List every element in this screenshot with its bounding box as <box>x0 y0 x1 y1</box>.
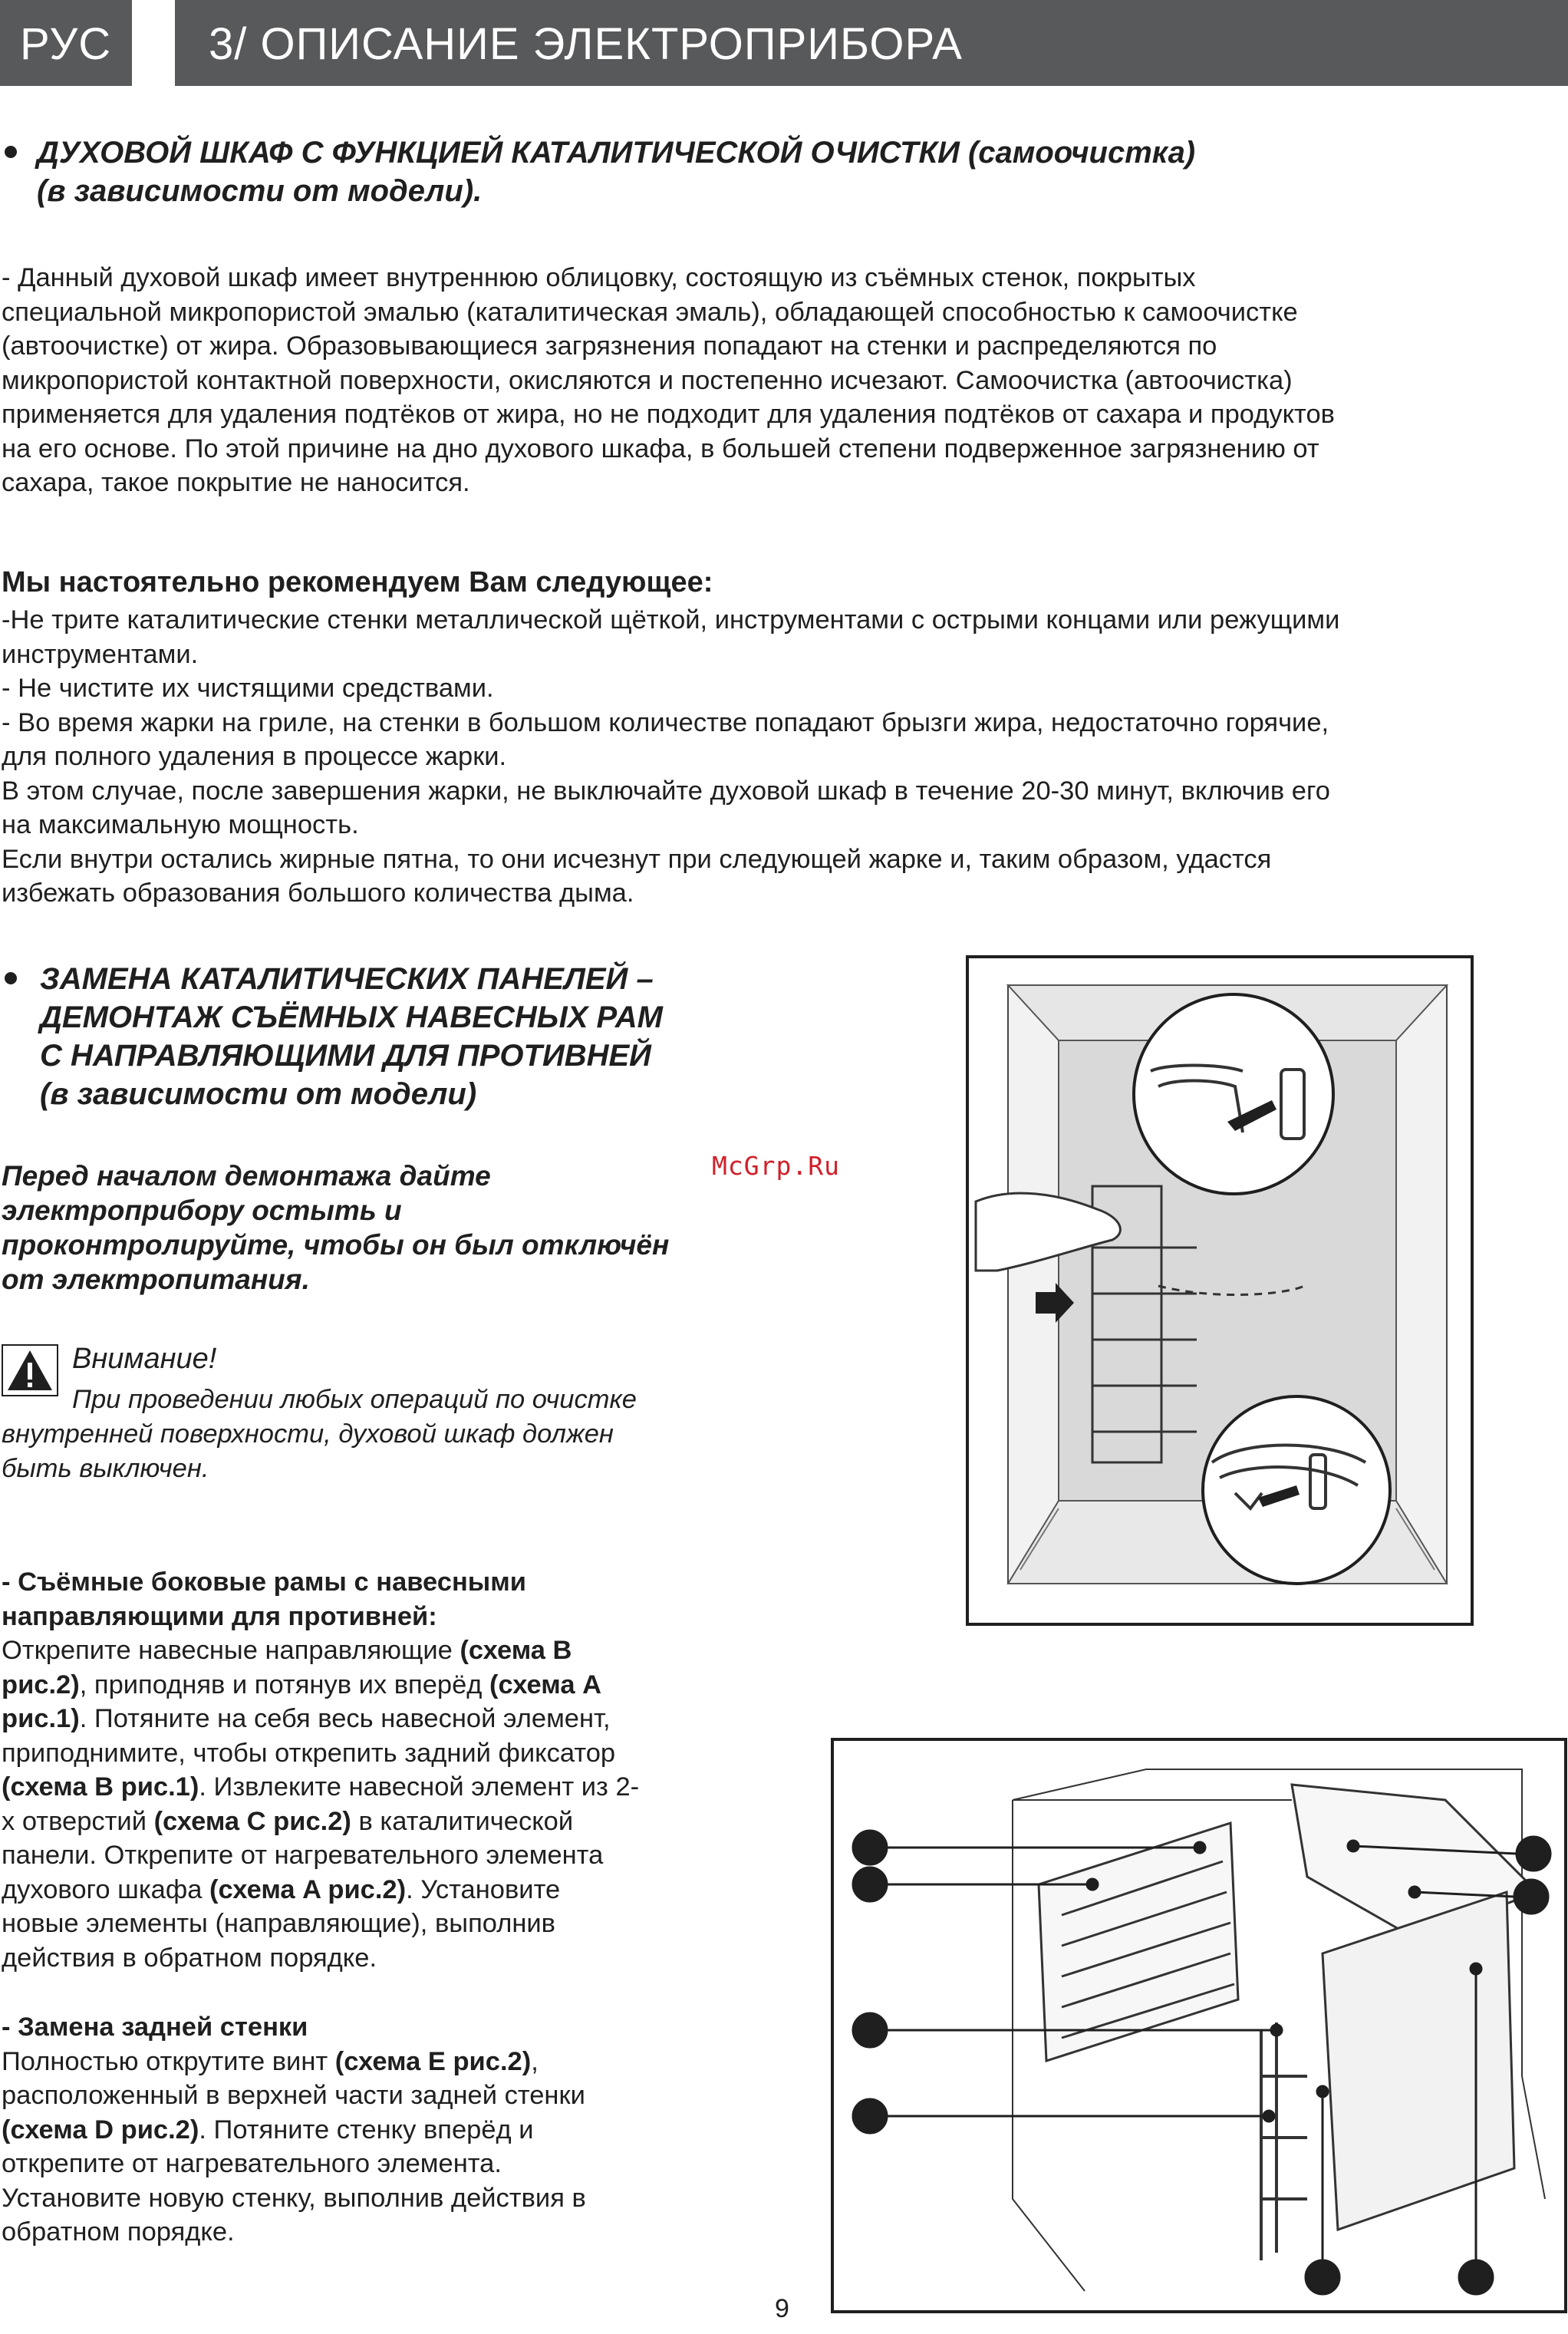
frames-paragraph <box>2 1565 769 1975</box>
warning-line-2: внутренней поверхности, духовой шкаф должен <box>2 1419 614 1449</box>
recommend-line: избежать образования большого количества дыма. <box>2 879 634 908</box>
note-line: Перед началом демонтажа дайте <box>2 1160 491 1192</box>
recommend-line: - Не чистите их чистящими средствами. <box>2 674 494 703</box>
paragraph-line: микропористой контактной поверхности, окисляются и постепенно исчезают. Самоочистка (автоочистка) <box>2 365 1293 395</box>
frames-line: новые элементы (направляющие), выполнив <box>2 1909 555 1938</box>
section2-title-line: ДЕМОНТАЖ СЪЁМНЫХ НАВЕСНЫХ РАМ <box>40 1001 663 1034</box>
warning-icon <box>2 1344 58 1396</box>
frames-line: приподнимите, чтобы открепить задний фиксатор <box>2 1738 616 1768</box>
section2-title-line: (в зависимости от модели) <box>40 1077 477 1111</box>
rear-line: обратном порядке. <box>2 2217 235 2247</box>
frames-heading: направляющими для противней: <box>2 1601 437 1631</box>
frames-heading: - Съёмные боковые рамы с навесными <box>2 1568 526 1597</box>
recommend-line: В этом случае, после завершения жарки, не выключайте духовой шкаф в течение 20-30 минут, включив его <box>2 776 1330 806</box>
section1-paragraph <box>2 261 1566 500</box>
rear-line: (схема D рис.2). Потяните стенку вперёд и <box>2 2115 534 2144</box>
frames-line: рис.1). Потяните на себя весь навесной элемент, <box>2 1704 611 1733</box>
warning-title: Внимание! <box>72 1343 217 1375</box>
recommend-line: -Не трите каталитические стенки металлической щёткой, инструментами с острыми концами или режущими <box>2 605 1340 635</box>
frames-line: х отверстий (схема C рис.2) в каталитической <box>2 1806 574 1836</box>
note-line: проконтролируйте, чтобы он был отключён <box>2 1229 670 1261</box>
page-number: 9 <box>775 2294 789 2323</box>
section1-title-suffix: (самоочистка) <box>959 136 1196 170</box>
section2-title-line: С НАПРАВЛЯЮЩИМИ ДЛЯ ПРОТИВНЕЙ <box>40 1039 651 1073</box>
paragraph-line: на его основе. По этой причине на дно духового шкафа, в большей степени подверженное загрязнению от <box>2 434 1319 463</box>
paragraph-line: сахара, такое покрытие не наносится. <box>2 468 470 497</box>
figure-rack-removal <box>967 956 1473 1625</box>
rear-line: Установите новую стенку, выполнив действия в <box>2 2183 586 2213</box>
rear-line: открепите от нагревательного элемента. <box>2 2149 502 2178</box>
paragraph-line: применяется для удаления подтёков от жира, но не подходит для удаления подтёков от сахара и продуктов <box>2 400 1335 429</box>
language-label: РУС <box>20 19 112 69</box>
warning-line-1: При проведении любых операций по очистке <box>72 1385 637 1414</box>
recommend-list <box>2 603 1566 911</box>
paragraph-line: - Данный духовой шкаф имеет внутреннюю облицовку, состоящую из съёмных стенок, покрытых <box>2 263 1196 292</box>
frames-line: Открепите навесные направляющие (схема B <box>2 1636 572 1665</box>
chapter-title: 3/ ОПИСАНИЕ ЭЛЕКТРОПРИБОРА <box>209 19 963 69</box>
language-tab <box>0 0 132 86</box>
section1-title-main: ДУХОВОЙ ШКАФ С ФУНКЦИЕЙ КАТАЛИТИЧЕСКОЙ ОЧИСТКИ <box>37 136 960 170</box>
section2-title-line: ЗАМЕНА КАТАЛИТИЧЕСКИХ ПАНЕЛЕЙ – <box>40 962 654 996</box>
warning-line-3: быть выключен. <box>2 1454 209 1483</box>
rear-wall-paragraph <box>2 2010 769 2250</box>
note-line: от электропитания. <box>2 1264 310 1295</box>
frames-line: панели. Открепите от нагревательного элемента <box>2 1841 604 1870</box>
frames-line: (схема B рис.1). Извлеките навесной элемент из 2- <box>2 1772 640 1802</box>
section1-title <box>37 134 1533 210</box>
figure-catalytic-panels <box>832 1739 1566 2313</box>
paragraph-line: специальной микропористой эмалью (каталитическая эмаль), обладающей способностью к самоочистке <box>2 297 1298 327</box>
frames-line: рис.2), приподняв и потянув их вперёд (схема A <box>2 1670 602 1699</box>
recommend-line: - Во время жарки на гриле, на стенки в большом количестве попадают брызги жира, недостаточно горячие, <box>2 707 1329 737</box>
paragraph-line: (автоочистке) от жира. Образовывающиеся загрязнения попадают на стенки и распределяются по <box>2 331 1217 361</box>
frames-line: духового шкафа (схема A рис.2). Установите <box>2 1874 561 1904</box>
rear-line: расположенный в верхней части задней стенки <box>2 2081 585 2110</box>
chapter-header <box>175 0 1568 86</box>
frames-line: действия в обратном порядке. <box>2 1943 377 1973</box>
note-line: электроприбору остыть и <box>2 1195 402 1226</box>
recommend-line: Если внутри остались жирные пятна, то они исчезнут при следующей жарке и, таким образом, удастся <box>2 844 1272 874</box>
section2-title <box>40 960 807 1113</box>
bullet-icon <box>5 972 17 984</box>
watermark: McGrp.Ru <box>712 1151 840 1181</box>
recommend-line: на максимальную мощность. <box>2 810 359 839</box>
recommend-heading: Мы настоятельно рекомендуем Вам следующее: <box>2 566 713 598</box>
recommend-line: для полного удаления в процессе жарки. <box>2 742 507 771</box>
recommend-line: инструментами. <box>2 639 199 669</box>
rear-line: Полностью открутите винт (схема E рис.2), <box>2 2046 539 2076</box>
rear-heading: - Замена задней стенки <box>2 2013 308 2042</box>
before-dismantling-note <box>2 1159 769 1297</box>
bullet-icon <box>5 146 17 158</box>
section1-title-line2: (в зависимости от модели). <box>37 174 483 208</box>
